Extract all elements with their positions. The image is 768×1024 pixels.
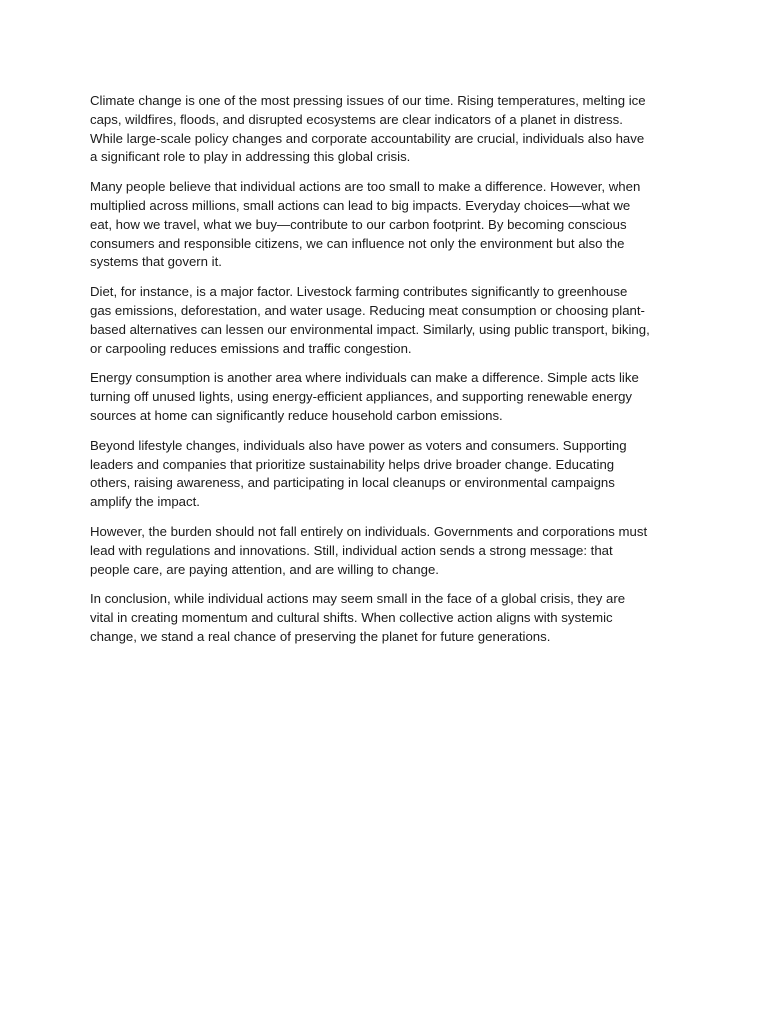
document-body — [90, 92, 682, 658]
paragraph-4 — [90, 369, 682, 425]
text-line: change, we stand a real chance of preserving the planet for future generations. — [90, 628, 551, 644]
paragraph-5 — [90, 437, 682, 512]
text-line: In conclusion, while individual actions may seem small in the face of a global crisis, they are — [90, 591, 626, 607]
text-line: amplify the impact. — [90, 494, 200, 510]
text-line: systems that govern it. — [90, 254, 222, 270]
text-line: based alternatives can lessen our environmental impact. Similarly, using public transport, biking, — [90, 321, 650, 337]
text-line: consumers and responsible citizens, we can influence not only the environment but also the — [90, 235, 625, 251]
text-line: Climate change is one of the most pressing issues of our time. Rising temperatures, melting ice — [90, 93, 646, 108]
text-line: a significant role to play in addressing this global crisis. — [90, 149, 411, 165]
text-line: caps, wildfires, floods, and disrupted ecosystems are clear indicators of a planet in distress. — [90, 111, 623, 127]
text-line: gas emissions, deforestation, and water usage. Reducing meat consumption or choosing plant- — [90, 302, 645, 318]
paragraph-3 — [90, 283, 682, 358]
text-line: While large-scale policy changes and corporate accountability are crucial, individuals also have — [90, 130, 645, 146]
text-line: lead with regulations and innovations. Still, individual action sends a strong message: that — [90, 542, 613, 558]
text-line: However, the burden should not fall entirely on individuals. Governments and corporations must — [90, 523, 648, 539]
text-line: Energy consumption is another area where individuals can make a difference. Simple acts like — [90, 370, 639, 386]
paragraph-2 — [90, 178, 682, 272]
text-line: leaders and companies that prioritize sustainability helps drive broader change. Educating — [90, 456, 615, 472]
text-line: turning off unused lights, using energy-efficient appliances, and supporting renewable energy — [90, 389, 633, 405]
text-line: eat, how we travel, what we buy—contribute to our carbon footprint. By becoming conscious — [90, 216, 627, 232]
paragraph-1 — [90, 92, 682, 167]
text-line: vital in creating momentum and cultural shifts. When collective action aligns with systemic — [90, 610, 613, 626]
text-line: or carpooling reduces emissions and traffic congestion. — [90, 340, 412, 356]
paragraph-7 — [90, 590, 682, 646]
text-line: sources at home can significantly reduce household carbon emissions. — [90, 407, 503, 423]
text-line: Diet, for instance, is a major factor. Livestock farming contributes significantly to greenhouse — [90, 284, 628, 300]
text-line: Beyond lifestyle changes, individuals also have power as voters and consumers. Supporting — [90, 437, 627, 453]
text-line: Many people believe that individual actions are too small to make a difference. However, when — [90, 179, 641, 195]
paragraph-6 — [90, 523, 682, 579]
text-line: others, raising awareness, and participating in local cleanups or environmental campaigns — [90, 475, 615, 491]
text-line: people care, are paying attention, and are willing to change. — [90, 561, 439, 577]
text-line: multiplied across millions, small actions can lead to big impacts. Everyday choices—what we — [90, 197, 631, 213]
